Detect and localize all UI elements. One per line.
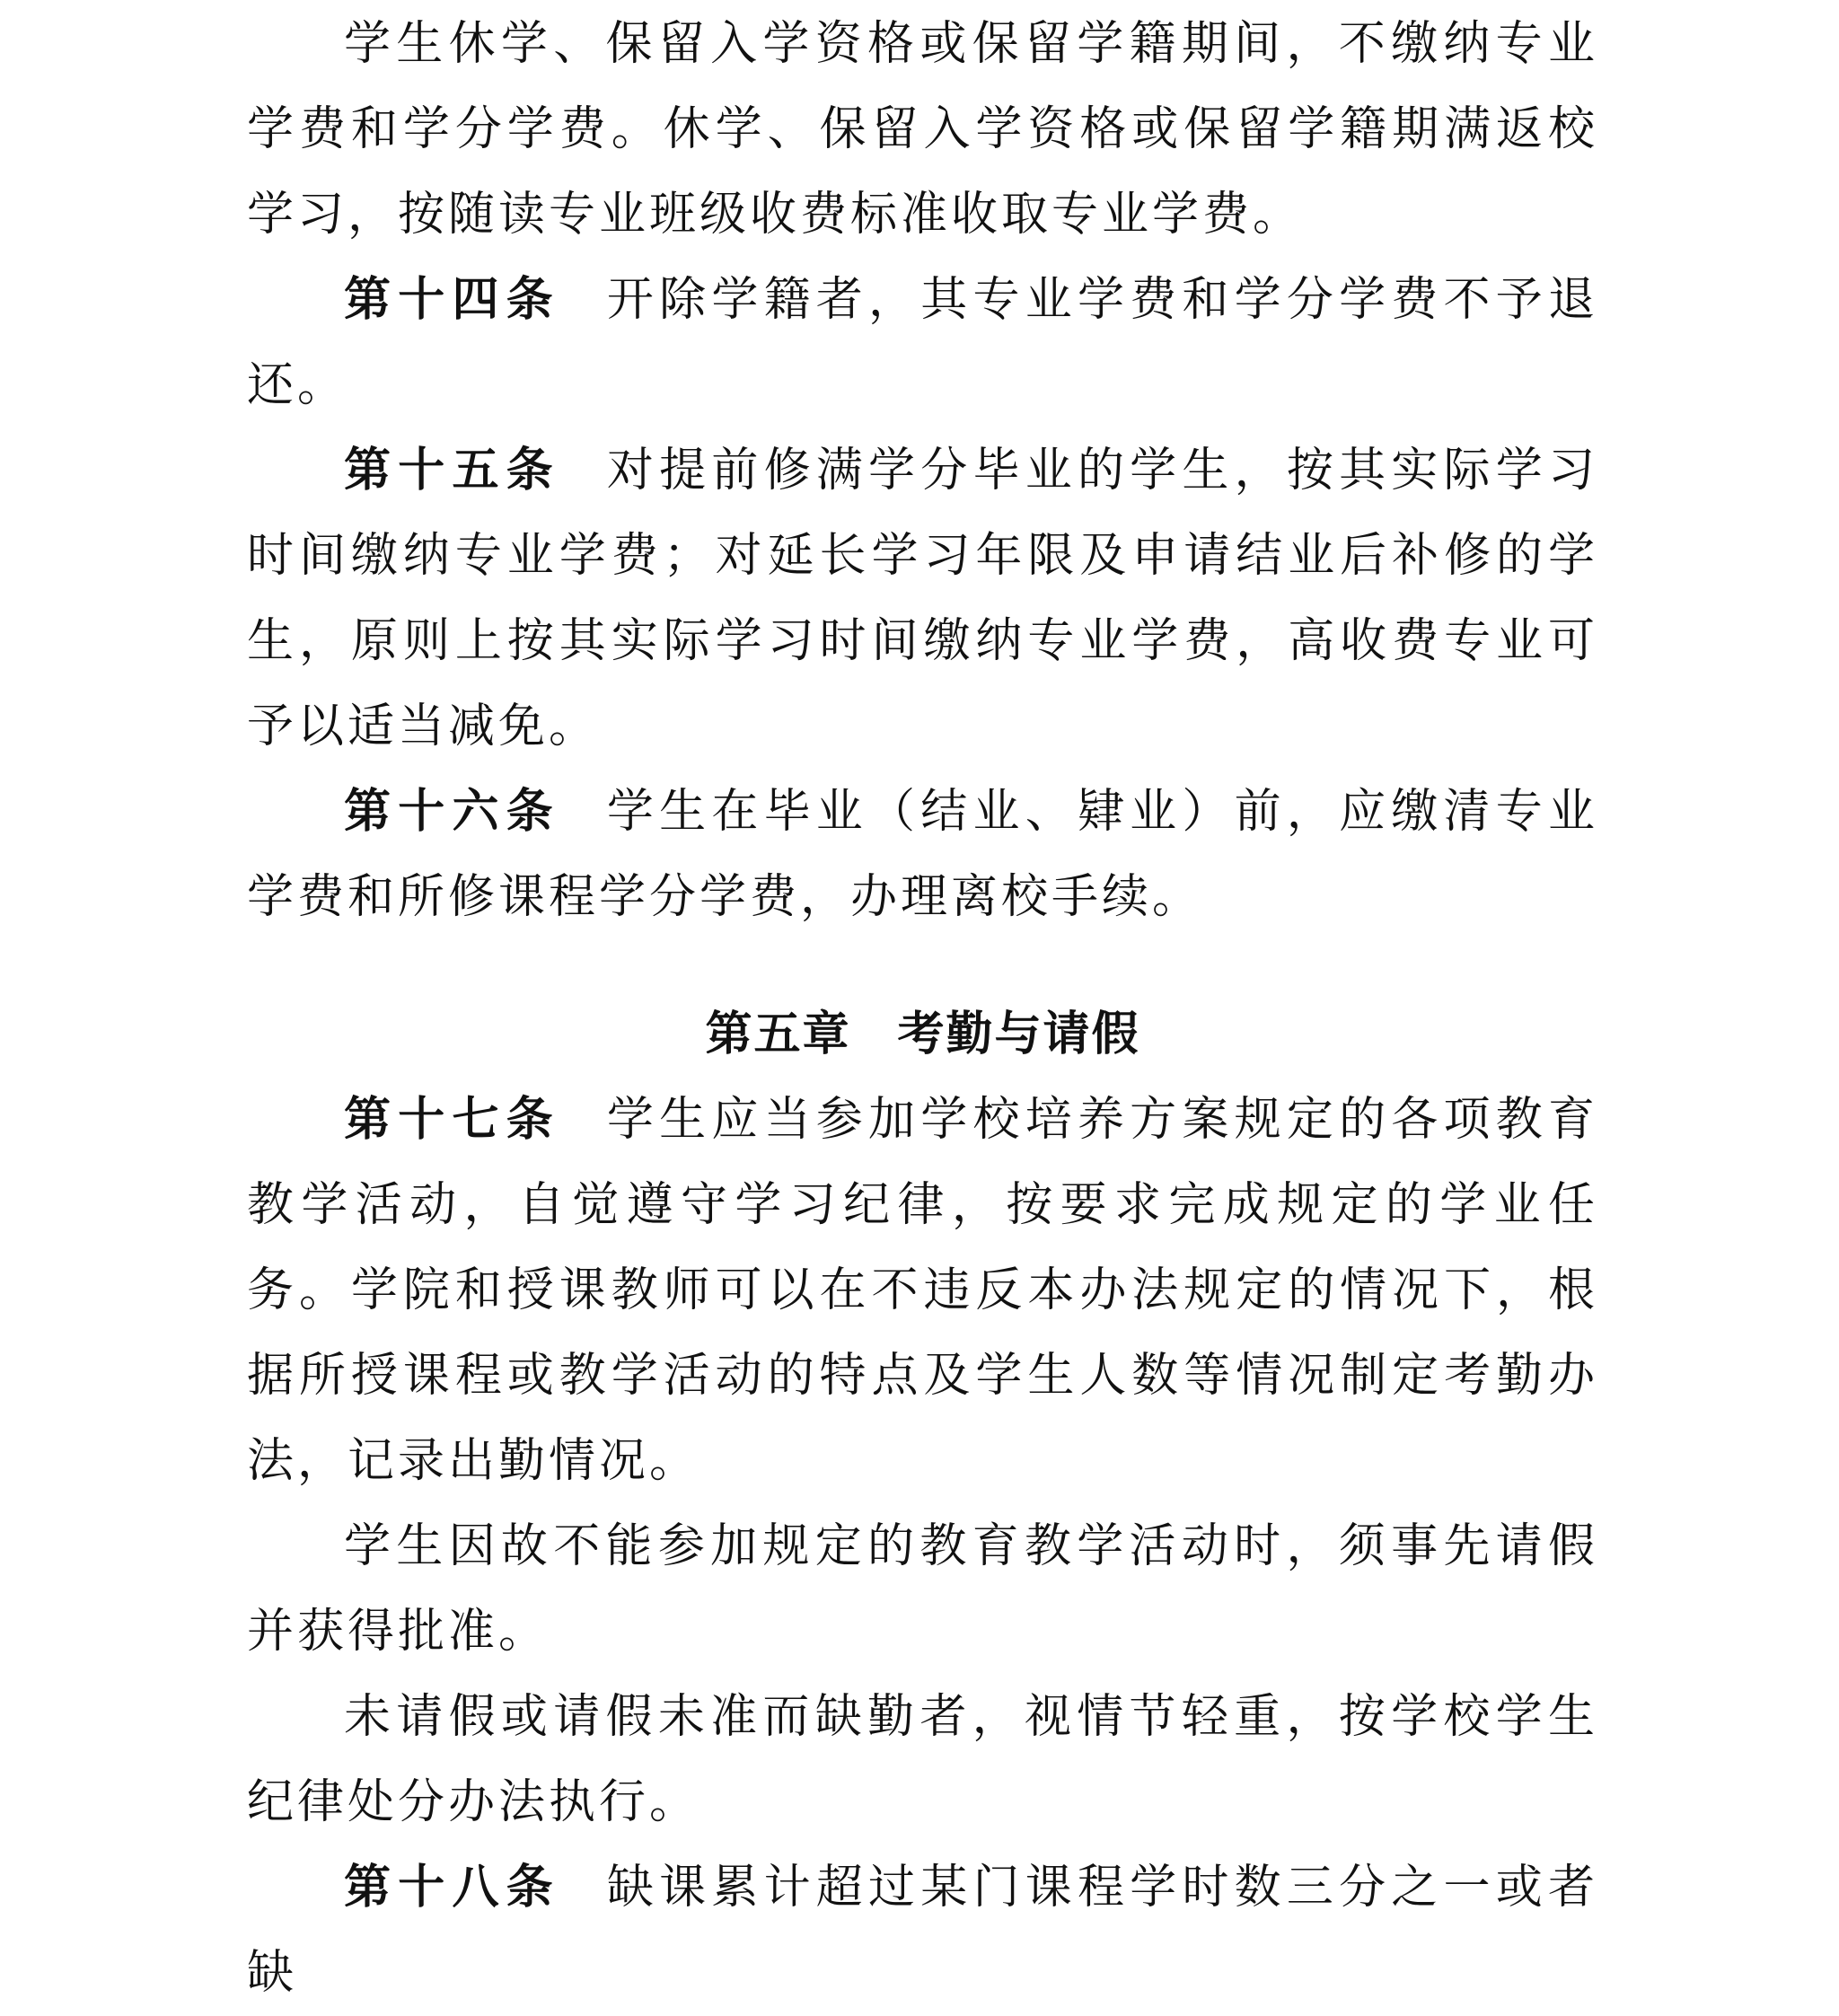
- article-text: 缺课累计超过某门课程学时数三分之一或者缺: [247, 1861, 1598, 2000]
- paragraph-unexcused-absence: [247, 1675, 1598, 1845]
- article-number: 第十七条: [344, 1093, 560, 1147]
- article-15: [247, 428, 1598, 770]
- paragraph-text: 未请假或请假未准而缺勤者，视情节轻重，按学校学生纪律处分办法执行。: [247, 1690, 1598, 1829]
- paragraph-text: 学生因故不能参加规定的教育教学活动时，须事先请假并获得批准。: [247, 1519, 1598, 1659]
- article-text: 开除学籍者，其专业学费和学分学费不予退还。: [247, 273, 1598, 412]
- article-17: [247, 1078, 1598, 1504]
- article-text: 学生在毕业（结业、肄业）前，应缴清专业学费和所修课程学分学费，办理离校手续。: [247, 785, 1598, 924]
- article-16: [247, 770, 1598, 940]
- article-14: [247, 258, 1598, 428]
- paragraph-suspension-fees: [247, 2, 1598, 258]
- chapter-number: 第五章: [705, 1008, 851, 1061]
- article-number: 第十四条: [344, 273, 560, 327]
- chapter-heading: [247, 992, 1598, 1078]
- chapter-title: 考勤与请假: [897, 1008, 1140, 1061]
- article-number: 第十六条: [344, 785, 560, 839]
- article-text: 学生应当参加学校培养方案规定的各项教育教学活动，自觉遵守学习纪律，按要求完成规定的学业任务。学院和授课教师可以在不违反本办法规定的情况下，根据所授课程或教学活动的特点及学生人数等情况制定考勤办法，记录出勤情况。: [247, 1093, 1598, 1488]
- article-number: 第十八条: [344, 1861, 560, 1915]
- paragraph-leave-request: [247, 1504, 1598, 1675]
- article-text: 对提前修满学分毕业的学生，按其实际学习时间缴纳专业学费；对延长学习年限及申请结业后补修的学生，原则上按其实际学习时间缴纳专业学费，高收费专业可予以适当减免。: [247, 444, 1598, 753]
- article-18: [247, 1845, 1598, 2016]
- document-page: [247, 0, 1598, 2016]
- paragraph-text: 学生休学、保留入学资格或保留学籍期间，不缴纳专业学费和学分学费。休学、保留入学资格或保留学籍期满返校学习，按随读专业班级收费标准收取专业学费。: [247, 17, 1598, 242]
- article-number: 第十五条: [344, 444, 560, 497]
